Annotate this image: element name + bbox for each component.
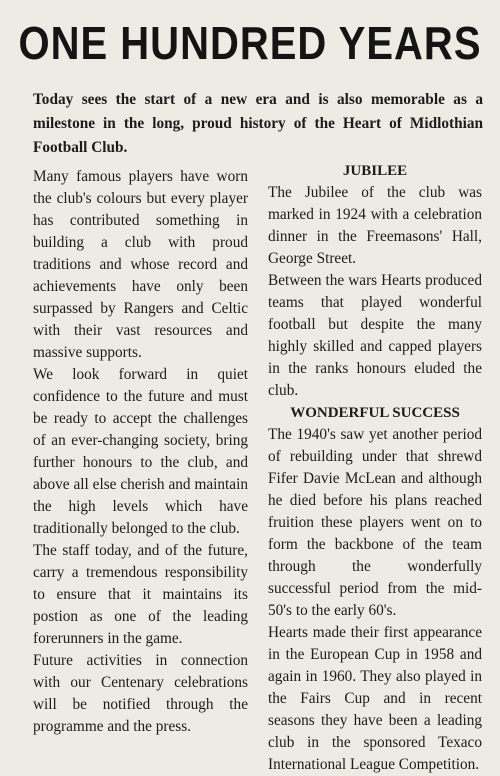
paragraph-centenary-activities: Future activities in connection with our Centenary celebrations will be notified through the programme and the press.	[33, 652, 248, 735]
heading-jubilee: JUBILEE	[342, 163, 408, 179]
paragraph-famous-players: Many famous players have worn the club's colours but every player has contributed something in building a club with proud traditions and whose record and achievements have only been surpassed by Rangers and Celtic with their vast resources and massive supports.	[33, 168, 248, 361]
intro-paragraph: Today sees the start of a new era and is also memorable as a milestone in the long, proud history of the Heart of Midlothian Football Club.	[33, 91, 483, 156]
paragraph-staff-responsibility: The staff today, and of the future, carry a tremendous responsibility to ensure that it maintains its postion as one of the leading forerunners in the game.	[33, 542, 248, 647]
paragraph-1940s-rebuilding: The 1940's saw yet another period of rebuilding under that shrewd Fifer Davie McLean and although he died before his plans reached fruition these players went on to form the backbone of the team through the wonderfully successful period from the mid-50's to the early 60's.	[268, 426, 482, 619]
paragraph-jubilee: The Jubilee of the club was marked in 1924 with a celebration dinner in the Freemasons' Hall, George Street.	[268, 184, 482, 267]
paragraph-between-wars: Between the wars Hearts produced teams that played wonderful football but despite the many highly skilled and capped players in the ranks honours eluded the club.	[268, 272, 482, 399]
paragraph-future-confidence: We look forward in quiet confidence to the future and must be ready to accept the challenges of an ever-changing society, bring further honours to the club, and above all else cherish and maintain the high levels which have traditionally belonged to the club.	[33, 366, 248, 537]
left-column	[33, 166, 248, 738]
right-column	[268, 160, 482, 776]
page-title: ONE HUNDRED YEARS	[18, 18, 482, 70]
heading-wonderful-success: WONDERFUL SUCCESS	[290, 405, 460, 421]
paragraph-european-cup: Hearts made their first appearance in the European Cup in 1958 and again in 1960. They also played in the Fairs Cup and in recent seasons they have been a leading club in the sponsored Texaco International League Competition.	[268, 624, 482, 773]
